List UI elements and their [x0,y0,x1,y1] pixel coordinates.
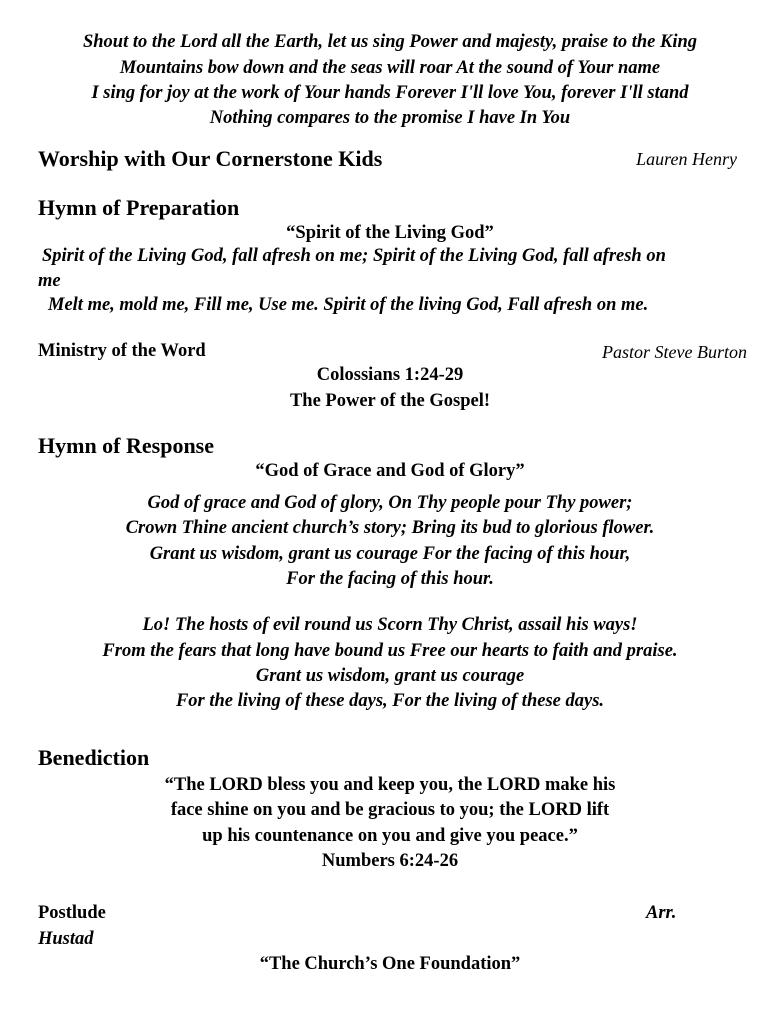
opening-song-line-1: Shout to the Lord all the Earth, let us sing Power and majesty, praise to the King [82,32,698,52]
hymn-response-verse1-line-4: For the facing of this hour. [286,569,494,589]
hymn-preparation-line-3: Melt me, mold me, Fill me, Use me. Spirit of the living God, Fall afresh on me. [48,295,649,315]
scripture-reference: Colossians 1:24-29 [316,365,464,385]
sermon-title: The Power of the Gospel! [289,391,491,411]
worship-kids-credit: Lauren Henry [636,149,737,169]
benediction-line-1: “The LORD bless you and keep you, the LORD make his [164,775,616,795]
ministry-credit: Pastor Steve Burton [602,342,747,362]
postlude-arranger: Hustad [38,929,94,949]
worship-kids-heading: Worship with Our Cornerstone Kids [38,146,383,171]
benediction-heading: Benediction [38,745,150,770]
hymn-response-verse2-line-4: For the living of these days, For the living of these days. [175,691,605,711]
postlude-heading: Postlude [38,903,106,923]
benediction-line-3: up his countenance on you and give you peace.” [202,826,578,846]
opening-song-line-4: Nothing compares to the promise I have In You [209,108,571,128]
ministry-heading: Ministry of the Word [38,341,206,361]
benediction-reference: Numbers 6:24-26 [321,851,459,871]
hymn-response-verse2-line-2: From the fears that long have bound us Free our hearts to faith and praise. [102,641,678,661]
hymn-preparation-line-1: Spirit of the Living God, fall afresh on me; Spirit of the Living God, fall afresh on [42,246,666,266]
hymn-response-verse2-line-3: Grant us wisdom, grant us courage [255,666,525,686]
hymn-response-verse1-line-1: God of grace and God of glory, On Thy people pour Thy power; [147,493,633,513]
hymn-preparation-line-2: me [38,271,61,291]
opening-song-line-3: I sing for joy at the work of Your hands Forever I'll love You, forever I'll stand [91,83,689,103]
hymn-response-title: “God of Grace and God of Glory” [255,461,525,481]
hymn-response-heading: Hymn of Response [38,433,215,458]
hymn-response-verse1-line-2: Crown Thine ancient church’s story; Bring its bud to glorious flower. [125,518,655,538]
hymn-preparation-title: “Spirit of the Living God” [286,223,494,243]
hymn-response-verse2-line-1: Lo! The hosts of evil round us Scorn Thy Christ, assail his ways! [142,615,638,635]
hymn-response-verse1-line-3: Grant us wisdom, grant us courage For the facing of this hour, [149,544,631,564]
postlude-arr: Arr. [646,903,677,923]
benediction-line-2: face shine on you and be gracious to you; the LORD lift [170,800,610,820]
opening-song-line-2: Mountains bow down and the seas will roar At the sound of Your name [119,58,661,78]
postlude-title: “The Church’s One Foundation” [259,954,521,974]
hymn-preparation-heading: Hymn of Preparation [38,195,240,220]
